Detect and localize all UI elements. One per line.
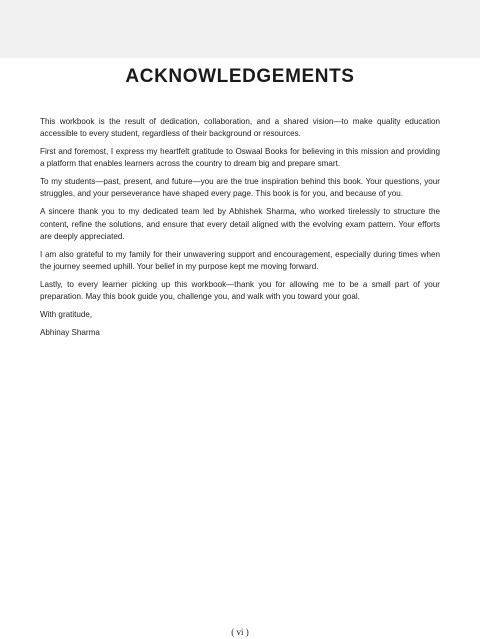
signature: Abhinay Sharma [40,327,100,337]
paragraph-intro: This workbook is the result of dedication, collaboration, and a shared vision—to make quality education accessible to every student, regardless of their background or resources. [40,117,440,139]
acknowledgement-body [40,116,440,344]
page-number: ( vi ) [231,627,249,637]
paragraph-publisher: First and foremost, I express my heartfelt gratitude to Oswaal Books for believing in this mission and providing a platform that enables learners across the country to dream big and prepare smart. [40,147,440,169]
paragraph-family: I am also grateful to my family for their unwavering support and encouragement, especially during times when the journey seemed uphill. Your belief in my purpose kept me moving forward. [40,249,440,271]
header-band [0,0,480,58]
paragraph-learners: Lastly, to every learner picking up this workbook—thank you for allowing me to be a small part of your preparation. May this book guide you, challenge you, and walk with you toward your goal. [40,279,440,302]
paragraph-students: To my students—past, present, and future—you are the true inspiration behind this book. Your questions, your struggles, and your perseverance have shaped every page. This book is for you, and because of you. [40,177,440,199]
paragraph-team: A sincere thank you to my dedicated team led by Abhishek Sharma, who worked tirelessly to structure the content, refine the solutions, and ensure that every detail aligned with the evolving exam pattern. Your efforts are deeply appreciated. [40,207,440,241]
page-title: ACKNOWLEDGEMENTS [125,66,355,87]
closing-line: With gratitude, [40,309,93,319]
